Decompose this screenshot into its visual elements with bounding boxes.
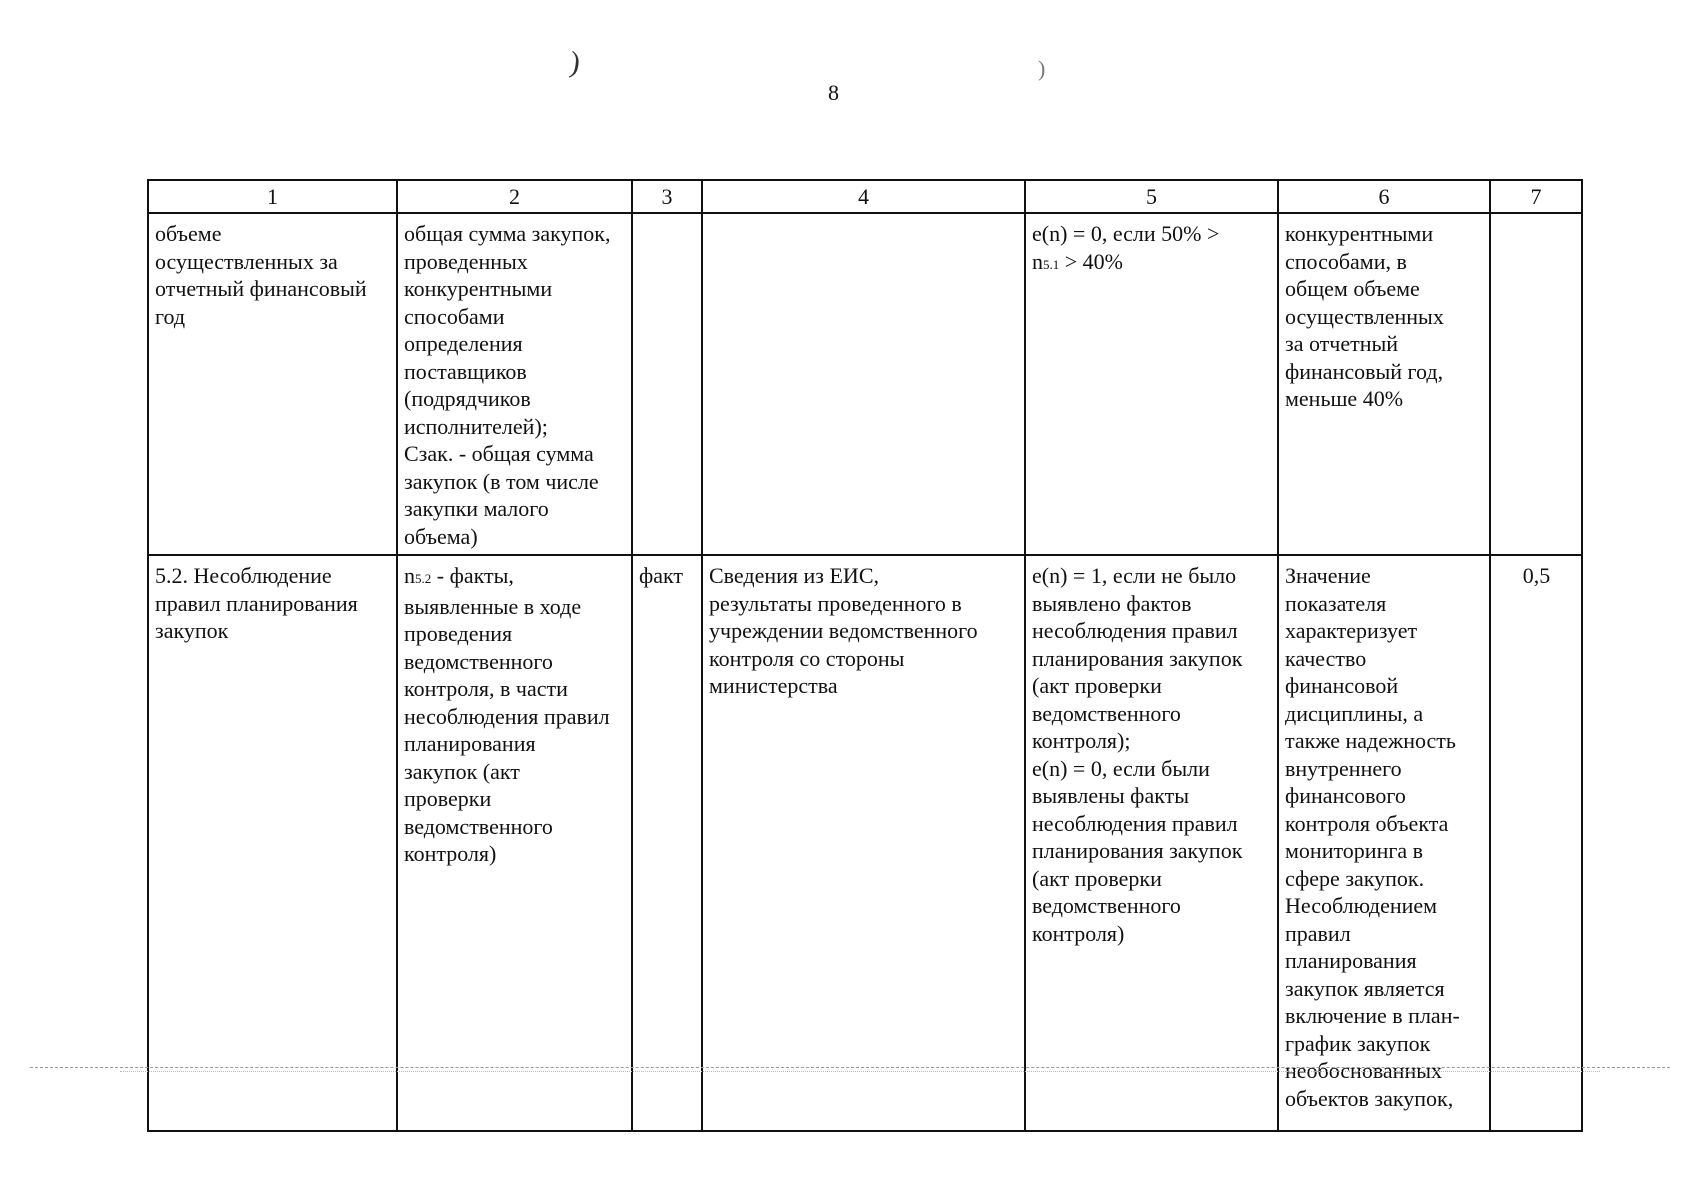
scan-artifact-line xyxy=(30,1067,1670,1068)
variable-n: n xyxy=(404,563,415,588)
column-header: 2 xyxy=(397,180,632,213)
calculation-formula: общая сумма закупок, проведенных конкурентными способами определения поставщиков (подрядчиков исполнителей); Сзак. - общая сумма закупок (в том числе закупки малого объема) xyxy=(404,221,611,549)
column-header: 6 xyxy=(1278,180,1490,213)
table-cell xyxy=(702,555,1025,1131)
indicator-name: объеме осуществленных за отчетный финансовый год xyxy=(155,221,367,329)
column-header: 5 xyxy=(1025,180,1278,213)
table-cell xyxy=(148,213,397,555)
table-header-row xyxy=(148,180,1582,213)
rule-text-rest: > 40% xyxy=(1059,248,1123,274)
column-header: 3 xyxy=(632,180,702,213)
table-cell xyxy=(1278,213,1490,555)
variable-subscript: 5.2 xyxy=(415,571,432,586)
calculation-formula xyxy=(404,562,626,868)
data-source: Сведения из ЕИС, результаты проведенного в учреждении ведомственного контроля со стороны министерства xyxy=(709,563,978,698)
weight: 0,5 xyxy=(1522,563,1551,588)
column-header: 7 xyxy=(1490,180,1582,213)
column-header: 1 xyxy=(148,180,397,213)
page-number: 8 xyxy=(828,80,839,105)
table-row xyxy=(148,213,1582,555)
comment: конкурентными способами, в общем объеме осуществленных за отчетный финансовый год, меньше 40% xyxy=(1285,221,1444,411)
column-header: 4 xyxy=(702,180,1025,213)
table-cell xyxy=(1490,213,1582,555)
scan-mark-left: ) xyxy=(567,45,583,80)
table-cell xyxy=(1025,555,1278,1131)
indicator-name: 5.2. Несоблюдение правил планирования закупок xyxy=(155,563,358,643)
table-cell xyxy=(397,555,632,1131)
table-cell xyxy=(632,555,702,1131)
table-cell xyxy=(702,213,1025,555)
table-cell xyxy=(1490,555,1582,1131)
scan-artifact-line xyxy=(120,1071,1600,1072)
table-cell xyxy=(1025,213,1278,555)
table-cell xyxy=(632,213,702,555)
rule-text: e(n) = 0, если 50% > xyxy=(1032,221,1220,246)
variable-subscript: 5.1 xyxy=(1043,256,1060,272)
evaluation-rule: e(n) = 1, если не было выявлено фактов несоблюдения правил планирования закупок (акт проверки ведомственного контроля); e(n) = 0, если были выявлены факты несоблюдения правил планирования закупок (акт проверки ведомственного контроля) xyxy=(1032,563,1243,946)
table-cell xyxy=(1278,555,1490,1131)
comment: Значение показателя характеризует качество финансовой дисциплины, а также надежность внутреннего финансового контроля объекта мониторинга в сфере закупок. Несоблюдением правил планирования закупок является включение в план- график закупок необоснованных объектов закупок, xyxy=(1285,563,1460,1111)
evaluation-rule xyxy=(1032,220,1272,278)
variable-n: n xyxy=(1032,248,1043,274)
table-row xyxy=(148,555,1582,1131)
indicator-table xyxy=(147,179,1583,1132)
formula-text: - факты, выявленные в ходе проведения ведомственного контроля, в части несоблюдения правил планирования закупок (акт проверки ведомственного контроля) xyxy=(404,563,610,866)
table-cell xyxy=(148,555,397,1131)
table-cell xyxy=(397,213,632,555)
unit: факт xyxy=(639,563,684,588)
scan-mark-right: ) xyxy=(1038,56,1046,81)
